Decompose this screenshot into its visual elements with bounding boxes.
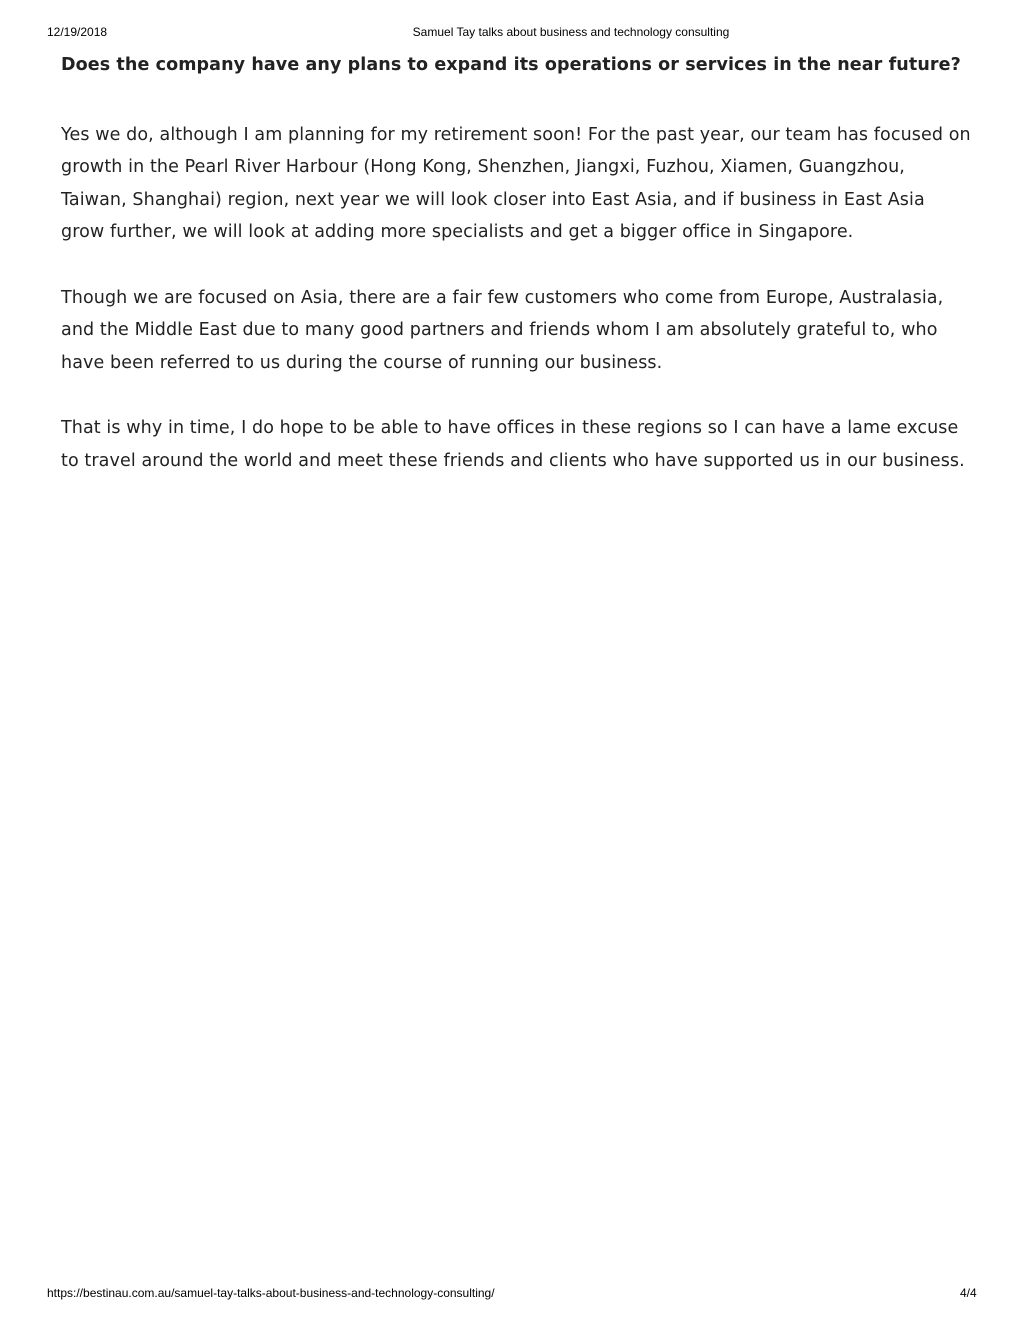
answer-paragraph: Yes we do, although I am planning for my retirement soon! For the past year, our team has focused on growth in the Pearl River Harbour (Hong Kong, Shenzhen, Jiangxi, Fuzhou, Xiamen, Guangzhou, Taiwan, Shanghai) region, next year we will look closer into East Asia, and if business in East Asia grow further, we will look at adding more specialists and get a bigger office in Singapore. [61,124,971,242]
article-body [61,49,971,477]
print-page-number: 4/4 [960,1286,977,1300]
print-source-url: https://bestinau.com.au/samuel-tay-talks-about-business-and-technology-consulting/ [47,1286,495,1300]
print-header [0,25,1024,41]
print-footer [0,1286,1024,1302]
print-date: 12/19/2018 [47,25,108,39]
answer-paragraph: That is why in time, I do hope to be able to have offices in these regions so I can have a lame excuse to travel around the world and meet these friends and clients who have supported us in our business. [61,418,965,471]
answer-paragraph: Though we are focused on Asia, there are a fair few customers who come from Europe, Australasia, and the Middle East due to many good partners and friends whom I am absolutely grateful to, who have been referred to us during the course of running our business. [61,287,944,373]
interview-question: Does the company have any plans to expand its operations or services in the near future? [61,55,961,75]
print-page-title: Samuel Tay talks about business and technology consulting [412,25,730,39]
